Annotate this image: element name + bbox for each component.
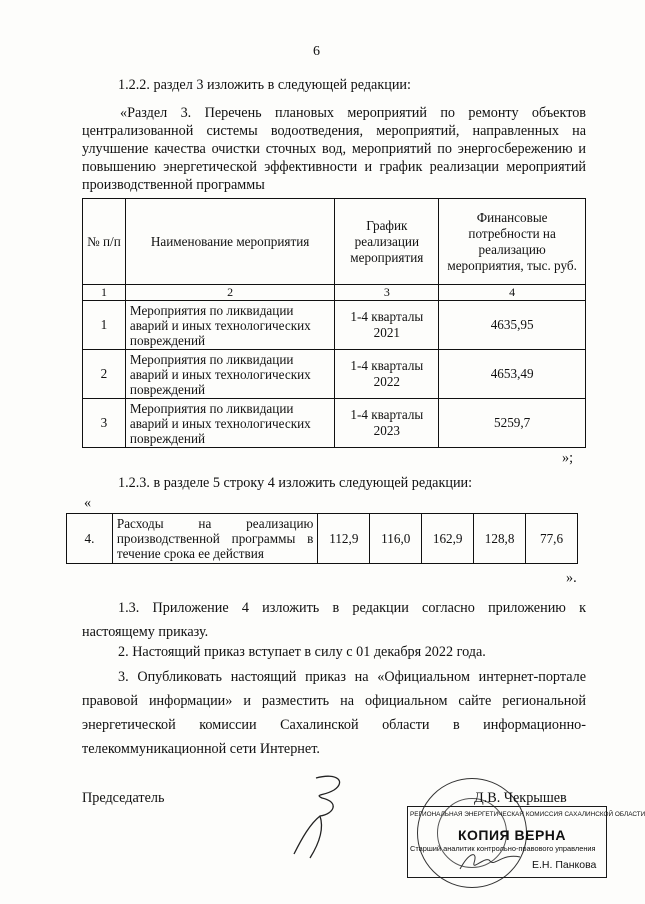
copy-stamp	[407, 806, 645, 878]
section-3-line: централизованной системы водоотведения, мероприятий, направленных на	[82, 123, 586, 139]
table2-end-mark: ».	[566, 570, 577, 586]
row-schedule: 1-4 кварталы 2022	[335, 350, 439, 399]
paragraph-line: правовой информации» и разместить на официальном сайте региональной	[82, 693, 586, 709]
row-num: 3	[83, 399, 126, 448]
row-schedule: 1-4 кварталы 2021	[335, 301, 439, 350]
measures-table	[82, 198, 586, 448]
row-num: 4.	[67, 514, 113, 564]
stamp-signature-icon	[456, 847, 526, 875]
header-num: № п/п	[83, 199, 126, 285]
stamp-name: Е.Н. Панкова	[532, 859, 597, 871]
paragraph-line: 1.3. Приложение 4 изложить в редакции согласно приложению к	[118, 600, 586, 616]
index-cell: 2	[125, 285, 334, 301]
value-cell: 116,0	[370, 514, 422, 564]
row-name: Мероприятия по ликвидации аварий и иных технологических повреждений	[125, 350, 334, 399]
value-cell: 162,9	[422, 514, 474, 564]
paragraph-1-3	[82, 596, 586, 644]
row-description: Расходы на реализацию производственной программы в течение срока ее действия	[112, 514, 318, 564]
table-row	[83, 350, 586, 399]
row-amount: 4635,95	[439, 301, 586, 350]
value-cell: 128,8	[474, 514, 526, 564]
index-cell: 3	[335, 285, 439, 301]
header-name: Наименование мероприятия	[125, 199, 334, 285]
stamp-organization: РЕГИОНАЛЬНАЯ ЭНЕРГЕТИЧЕСКАЯ КОМИССИЯ САХАЛИНСКОЙ ОБЛАСТИ	[410, 811, 645, 818]
signature-name: Д.В. Чекрышев	[474, 790, 567, 806]
paragraph-line: телекоммуникационной сети Интернет.	[82, 741, 320, 757]
row-num: 1	[83, 301, 126, 350]
table-row	[67, 514, 578, 564]
row-schedule: 1-4 кварталы 2023	[335, 399, 439, 448]
stamp-title: КОПИЯ ВЕРНА	[458, 827, 567, 843]
section5-row-table	[66, 513, 578, 564]
table-row	[83, 399, 586, 448]
header-schedule: График реализации мероприятия	[335, 199, 439, 285]
paragraph-line: энергетической комиссии Сахалинской области в информационно-	[82, 717, 586, 733]
table1-end-mark: »;	[562, 450, 574, 466]
table-header-row	[83, 199, 586, 285]
signature-icon	[280, 768, 370, 864]
table-row	[83, 301, 586, 350]
section-3-line: «Раздел 3. Перечень плановых мероприятий по ремонту объектов	[120, 105, 586, 121]
value-cell: 112,9	[318, 514, 370, 564]
section-3-heading	[82, 104, 586, 194]
paragraph-line: настоящему приказу.	[82, 624, 209, 640]
section-3-line: повышению энергетической эффективности и график реализации мероприятий	[82, 159, 586, 175]
row-amount: 5259,7	[439, 399, 586, 448]
index-cell: 1	[83, 285, 126, 301]
signature-role: Председатель	[82, 790, 165, 806]
header-amount: Финансовые потребности на реализацию мероприятия, тыс. руб.	[439, 199, 586, 285]
section-3-line: улучшение качества очистки сточных вод, мероприятий по энергосбережению и	[82, 141, 586, 157]
stamp-position: Старший аналитик контрольно-правового управления	[410, 844, 596, 853]
row-num: 2	[83, 350, 126, 399]
value-cell: 77,6	[526, 514, 578, 564]
paragraph-1-2-2: 1.2.2. раздел 3 изложить в следующей редакции:	[118, 77, 411, 93]
table-index-row	[83, 285, 586, 301]
page-number: 6	[313, 44, 320, 59]
row-amount: 4653,49	[439, 350, 586, 399]
paragraph-1-2-3: 1.2.3. в разделе 5 строку 4 изложить следующей редакции:	[118, 475, 473, 491]
paragraph-2: 2. Настоящий приказ вступает в силу с 01 декабря 2022 года.	[118, 644, 486, 660]
paragraph-line: 3. Опубликовать настоящий приказ на «Официальном интернет-портале	[118, 669, 586, 685]
section-3-line: производственной программы	[82, 177, 265, 193]
open-quote: «	[84, 495, 92, 511]
paragraph-3	[82, 665, 586, 761]
row-name: Мероприятия по ликвидации аварий и иных технологических повреждений	[125, 301, 334, 350]
row-name: Мероприятия по ликвидации аварий и иных технологических повреждений	[125, 399, 334, 448]
index-cell: 4	[439, 285, 586, 301]
